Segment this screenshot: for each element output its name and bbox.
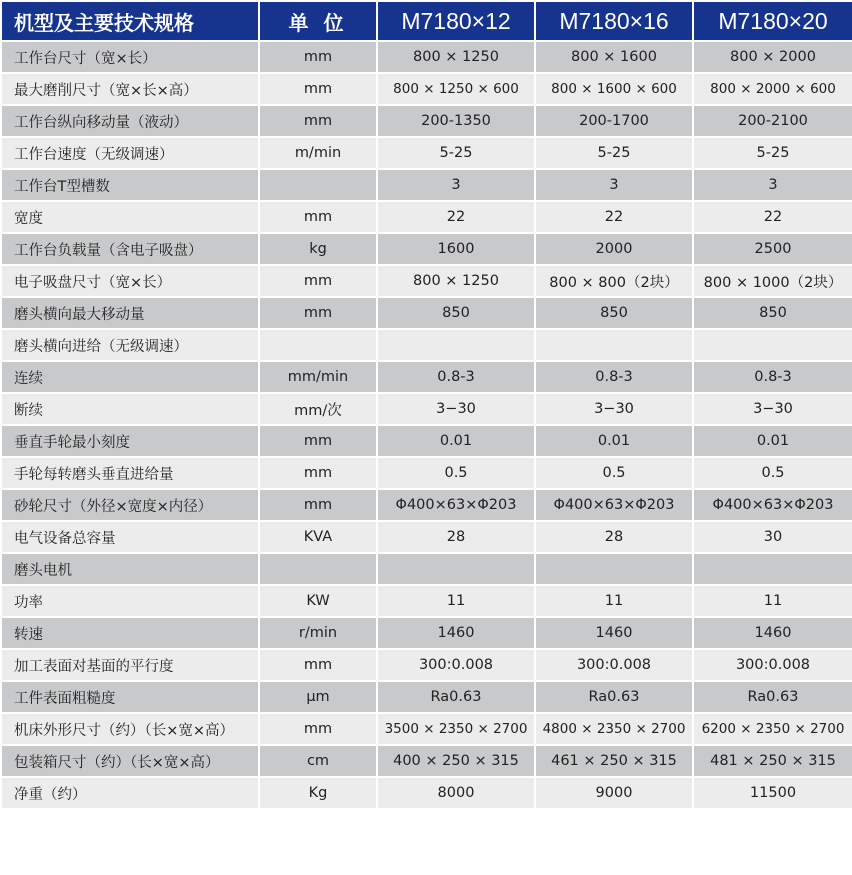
- value-cell: 3: [694, 170, 852, 200]
- value-cell: 11: [694, 586, 852, 616]
- spec-name: 磨头电机: [2, 554, 258, 584]
- header-unit: 单 位: [260, 2, 376, 40]
- unit-cell: KW: [260, 586, 376, 616]
- value-cell: 200-2100: [694, 106, 852, 136]
- table-row: [2, 746, 852, 776]
- spec-name: 最大磨削尺寸（宽×长×高）: [2, 74, 258, 104]
- spec-name: 宽度: [2, 202, 258, 232]
- unit-cell: mm: [260, 490, 376, 520]
- value-cell: 5-25: [536, 138, 692, 168]
- table-row: [2, 650, 852, 680]
- value-cell: 800 × 2000: [694, 42, 852, 72]
- unit-cell: mm: [260, 714, 376, 744]
- value-cell: 800 × 800（2块）: [536, 266, 692, 296]
- spec-name: 断续: [2, 394, 258, 424]
- header-model-16: M7180×16: [536, 2, 692, 40]
- unit-cell: mm: [260, 426, 376, 456]
- spec-name: 砂轮尺寸（外径×宽度×内径）: [2, 490, 258, 520]
- value-cell: 9000: [536, 778, 692, 808]
- value-cell: [378, 330, 534, 360]
- value-cell: 850: [694, 298, 852, 328]
- value-cell: 4800 × 2350 × 2700: [536, 714, 692, 744]
- spec-name: 功率: [2, 586, 258, 616]
- table-row: [2, 138, 852, 168]
- spec-name: 工作台尺寸（宽×长）: [2, 42, 258, 72]
- value-cell: 2000: [536, 234, 692, 264]
- value-cell: 1600: [378, 234, 534, 264]
- value-cell: 461 × 250 × 315: [536, 746, 692, 776]
- unit-cell: mm: [260, 458, 376, 488]
- value-cell: Φ400×63×Φ203: [694, 490, 852, 520]
- value-cell: 200-1700: [536, 106, 692, 136]
- spec-name: 机床外形尺寸（约）（长×宽×高）: [2, 714, 258, 744]
- value-cell: 0.5: [694, 458, 852, 488]
- spec-name: 工作台纵向移动量（液动）: [2, 106, 258, 136]
- header-spec-name: 机型及主要技术规格: [2, 2, 258, 40]
- spec-name: 工作台T型槽数: [2, 170, 258, 200]
- table-header: [2, 2, 852, 40]
- value-cell: 300:0.008: [694, 650, 852, 680]
- value-cell: 800 × 1250: [378, 266, 534, 296]
- unit-cell: mm: [260, 202, 376, 232]
- unit-cell: cm: [260, 746, 376, 776]
- value-cell: 300:0.008: [536, 650, 692, 680]
- value-cell: 400 × 250 × 315: [378, 746, 534, 776]
- unit-cell: m/min: [260, 138, 376, 168]
- unit-cell: mm: [260, 42, 376, 72]
- value-cell: 800 × 1600 × 600: [536, 74, 692, 104]
- spec-name: 手轮每转磨头垂直进给量: [2, 458, 258, 488]
- table-row: [2, 586, 852, 616]
- table-row: [2, 554, 852, 584]
- header-model-12: M7180×12: [378, 2, 534, 40]
- unit-cell: [260, 330, 376, 360]
- value-cell: 28: [378, 522, 534, 552]
- table-body: [2, 42, 852, 808]
- value-cell: 800 × 1250 × 600: [378, 74, 534, 104]
- value-cell: 0.01: [536, 426, 692, 456]
- table-row: [2, 42, 852, 72]
- value-cell: 850: [378, 298, 534, 328]
- value-cell: 3: [378, 170, 534, 200]
- value-cell: Ra0.63: [694, 682, 852, 712]
- table-row: [2, 714, 852, 744]
- table-row: [2, 458, 852, 488]
- value-cell: 6200 × 2350 × 2700: [694, 714, 852, 744]
- value-cell: 30: [694, 522, 852, 552]
- value-cell: Φ400×63×Φ203: [378, 490, 534, 520]
- value-cell: [694, 554, 852, 584]
- value-cell: 1460: [694, 618, 852, 648]
- value-cell: 0.01: [378, 426, 534, 456]
- spec-name: 电子吸盘尺寸（宽×长）: [2, 266, 258, 296]
- table-row: [2, 234, 852, 264]
- value-cell: 1460: [536, 618, 692, 648]
- value-cell: 22: [536, 202, 692, 232]
- value-cell: 11500: [694, 778, 852, 808]
- table-row: [2, 202, 852, 232]
- value-cell: Φ400×63×Φ203: [536, 490, 692, 520]
- spec-name: 净重（约）: [2, 778, 258, 808]
- unit-cell: mm/次: [260, 394, 376, 424]
- table-row: [2, 170, 852, 200]
- spec-name: 垂直手轮最小刻度: [2, 426, 258, 456]
- header-model-20: M7180×20: [694, 2, 852, 40]
- table-row: [2, 330, 852, 360]
- spec-name: 包装箱尺寸（约）（长×宽×高）: [2, 746, 258, 776]
- spec-name: 转速: [2, 618, 258, 648]
- table-row: [2, 490, 852, 520]
- value-cell: [536, 330, 692, 360]
- table-row: [2, 298, 852, 328]
- value-cell: 800 × 1000（2块）: [694, 266, 852, 296]
- unit-cell: r/min: [260, 618, 376, 648]
- table-row: [2, 74, 852, 104]
- spec-name: 工作台负载量（含电子吸盘）: [2, 234, 258, 264]
- spec-name: 加工表面对基面的平行度: [2, 650, 258, 680]
- value-cell: 800 × 1250: [378, 42, 534, 72]
- unit-cell: kg: [260, 234, 376, 264]
- value-cell: 0.8-3: [536, 362, 692, 392]
- value-cell: 800 × 2000 × 600: [694, 74, 852, 104]
- value-cell: 11: [378, 586, 534, 616]
- unit-cell: mm: [260, 298, 376, 328]
- value-cell: 850: [536, 298, 692, 328]
- spec-name: 电气设备总容量: [2, 522, 258, 552]
- table-row: [2, 266, 852, 296]
- value-cell: [536, 554, 692, 584]
- value-cell: Ra0.63: [378, 682, 534, 712]
- table-row: [2, 522, 852, 552]
- value-cell: 800 × 1600: [536, 42, 692, 72]
- value-cell: Ra0.63: [536, 682, 692, 712]
- table-row: [2, 618, 852, 648]
- table-row: [2, 426, 852, 456]
- table-row: [2, 362, 852, 392]
- value-cell: 0.8-3: [694, 362, 852, 392]
- value-cell: 481 × 250 × 315: [694, 746, 852, 776]
- unit-cell: mm: [260, 650, 376, 680]
- unit-cell: [260, 554, 376, 584]
- value-cell: [378, 554, 534, 584]
- value-cell: 0.5: [536, 458, 692, 488]
- value-cell: 28: [536, 522, 692, 552]
- value-cell: 1460: [378, 618, 534, 648]
- unit-cell: [260, 170, 376, 200]
- value-cell: 3500 × 2350 × 2700: [378, 714, 534, 744]
- value-cell: 22: [694, 202, 852, 232]
- value-cell: 3−30: [536, 394, 692, 424]
- value-cell: 300:0.008: [378, 650, 534, 680]
- table-row: [2, 394, 852, 424]
- unit-cell: mm: [260, 74, 376, 104]
- value-cell: 8000: [378, 778, 534, 808]
- value-cell: [694, 330, 852, 360]
- value-cell: 3: [536, 170, 692, 200]
- unit-cell: mm: [260, 266, 376, 296]
- unit-cell: mm/min: [260, 362, 376, 392]
- value-cell: 3−30: [378, 394, 534, 424]
- spec-name: 磨头横向进给（无级调速）: [2, 330, 258, 360]
- value-cell: 5-25: [694, 138, 852, 168]
- spec-name: 工作台速度（无级调速）: [2, 138, 258, 168]
- table-row: [2, 778, 852, 808]
- table-row: [2, 682, 852, 712]
- value-cell: 3−30: [694, 394, 852, 424]
- value-cell: 0.5: [378, 458, 534, 488]
- value-cell: 22: [378, 202, 534, 232]
- spec-name: 工件表面粗糙度: [2, 682, 258, 712]
- value-cell: 11: [536, 586, 692, 616]
- table-row: [2, 106, 852, 136]
- unit-cell: mm: [260, 106, 376, 136]
- unit-cell: μm: [260, 682, 376, 712]
- value-cell: 2500: [694, 234, 852, 264]
- unit-cell: Kg: [260, 778, 376, 808]
- value-cell: 0.01: [694, 426, 852, 456]
- value-cell: 0.8-3: [378, 362, 534, 392]
- unit-cell: KVA: [260, 522, 376, 552]
- value-cell: 5-25: [378, 138, 534, 168]
- spec-name: 磨头横向最大移动量: [2, 298, 258, 328]
- value-cell: 200-1350: [378, 106, 534, 136]
- spec-name: 连续: [2, 362, 258, 392]
